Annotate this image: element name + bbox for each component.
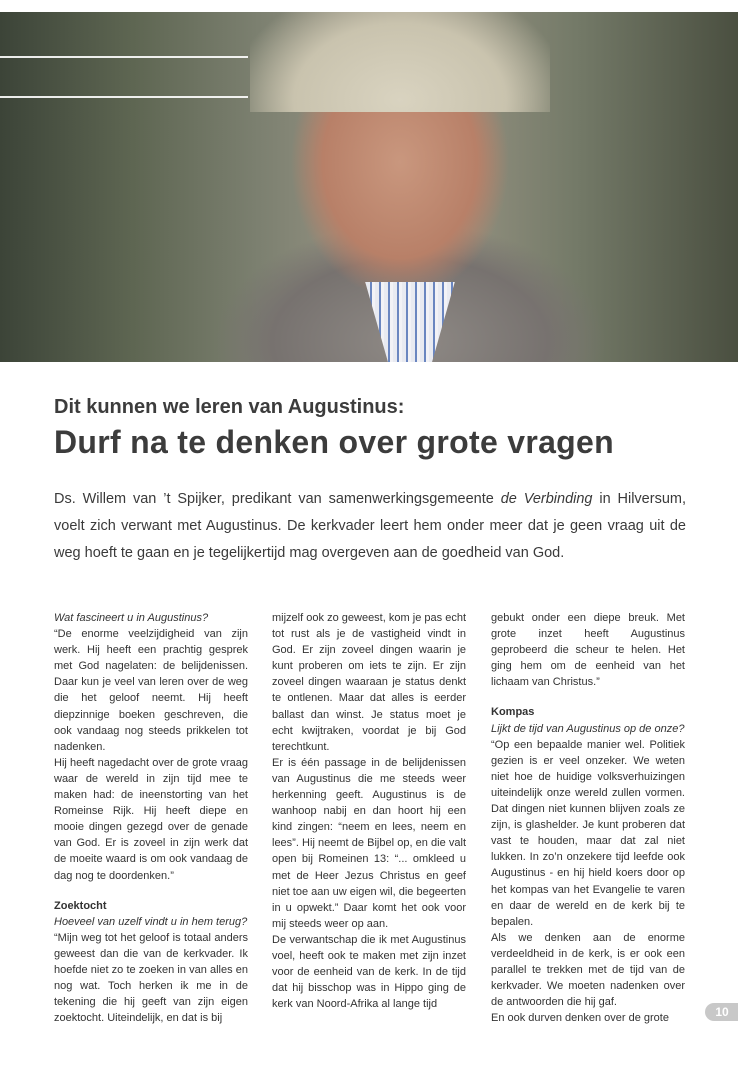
hero-photo-hair [250,12,550,112]
body-column-1 [54,610,248,1026]
section-heading: Zoektocht [54,899,107,912]
article-title: Durf na te denken over grote vragen [54,424,614,460]
kicker-top-rule [0,56,248,58]
article-lead [54,486,686,567]
body-column-3 [491,610,685,1026]
paragraph: De verwantschap die ik met Augustinus voel, heeft ook te maken met zijn inzet voor de eenheid van de kerk. In de tijd dat hij bisschop was in Hippo ging de kerk van Noord-Afrika al lange tijd [272,933,466,1011]
paragraph: “Mijn weg tot het geloof is totaal anders geweest dan die van de kerkvader. Ik hoefde niet zo te zoeken in van alles en nog wat. Toch herken ik me in de tekening die hij geeft van zijn eigen zoektocht. Uiteindelijk, en dat is bij [54,931,248,1025]
article-subtitle: Dit kunnen we leren van Augustinus: [54,396,405,418]
question: Wat fascineert u in Augustinus? [54,612,209,624]
paragraph: En ook durven denken over de grote [491,1012,669,1025]
paragraph: gebukt onder een diepe breuk. Met grote inzet heeft Augustinus geprobeerd die scheur te helen. Het ging hem om de eenheid van het lichaam van Christus.” [491,612,685,689]
paragraph: “Op een bepaalde manier wel. Politiek gezien is er veel onzeker. We weten niet hoe de huidige volksverhuizingen uiteindelijk onze wereld zullen vormen. Dat dingen niet kunnen blijven zoals ze zijn, is glashelder. Je kunt proberen dat vast te houden, maar dat zal niet lukken. In zo’n onzekere tijd leefde ook Augustinus - en hij hield koers door op het kompas van het Evangelie te varen en daar de wereld en de kerk bij te bepalen. [491,738,685,928]
question: Hoeveel van uzelf vindt u in hem terug? [54,915,248,928]
paragraph: “De enorme veelzijdigheid van zijn werk. Hij heeft een prachtig gesprek met God nagelaten: de belijdenissen. Daar kun je veel van leren over de weg die het geloof neemt. Hij heeft diepzinnige boeken geschreven, die ook vandaag nog steeds prikkelen tot nadenken. [54,628,248,753]
paragraph: mijzelf ook zo geweest, kom je pas echt tot rust als je de vastigheid vindt in God. Er zijn zoveel dingen waarin je kunt proberen om iets te zijn. Er zijn zoveel dingen waaraan je status denkt te ontlenen. Maar dat alles is eerder ballast dan winst. Je status moet je echt kwijtraken, voordat je bij God terechtkunt. [272,612,466,753]
paragraph: Als we denken aan de enorme verdeeldheid in de kerk, is er ook een parallel te trekken met de tijd van de kerkvader. We moeten nadenken over de antwoorden die hij gaf. [491,931,685,1009]
hero-photo-shirt [330,282,490,362]
body-column-2 [272,610,466,1012]
lead-text-1: Ds. Willem van ’t Spijker, predikant van samenwerkingsgemeente [54,491,501,507]
lead-emphasis: de Verbinding [500,491,593,507]
lead-text-2: in Hilversum, voelt zich verwant met Augustinus. De kerkvader leert hem onder meer dat je geen vraag uit de weg hoeft te gaan en je tegelijkertijd mag overgeven aan de goedheid van God. [54,491,686,561]
article-credits [0,0,260,160]
section-heading: Kompas [491,706,535,719]
question: Lijkt de tijd van Augustinus op de onze? [491,722,685,735]
paragraph: Hij heeft nagedacht over de grote vraag waar de wereld in zijn tijd mee te maken had: de ineenstorting van het Romeinse Rijk. Hij heeft diepe en mooie dingen gezegd over de genade van God. Er is zoveel in zijn werk dat de moeite waard is om ook vandaag de dag nog te doordenken.” [54,756,248,882]
page-number: 10 [705,1003,738,1021]
kicker-bottom-rule [0,96,248,98]
paragraph: Er is één passage in de belijdenissen van Augustinus die me steeds weer herkenning geeft. Augustinus is de wanhoop nabij en dan hoort hij een kind zingen: “neem en lees, neem en lees”. Hij neemt de Bijbel op, en die valt open bij Romeinen 13: “... omkleed u met de Heer Jezus Christus en geef niet toe aan uw eigen wil, die begeerten in u opwekt.” Daar komt het ook voor mij steeds weer op aan. [272,756,466,930]
